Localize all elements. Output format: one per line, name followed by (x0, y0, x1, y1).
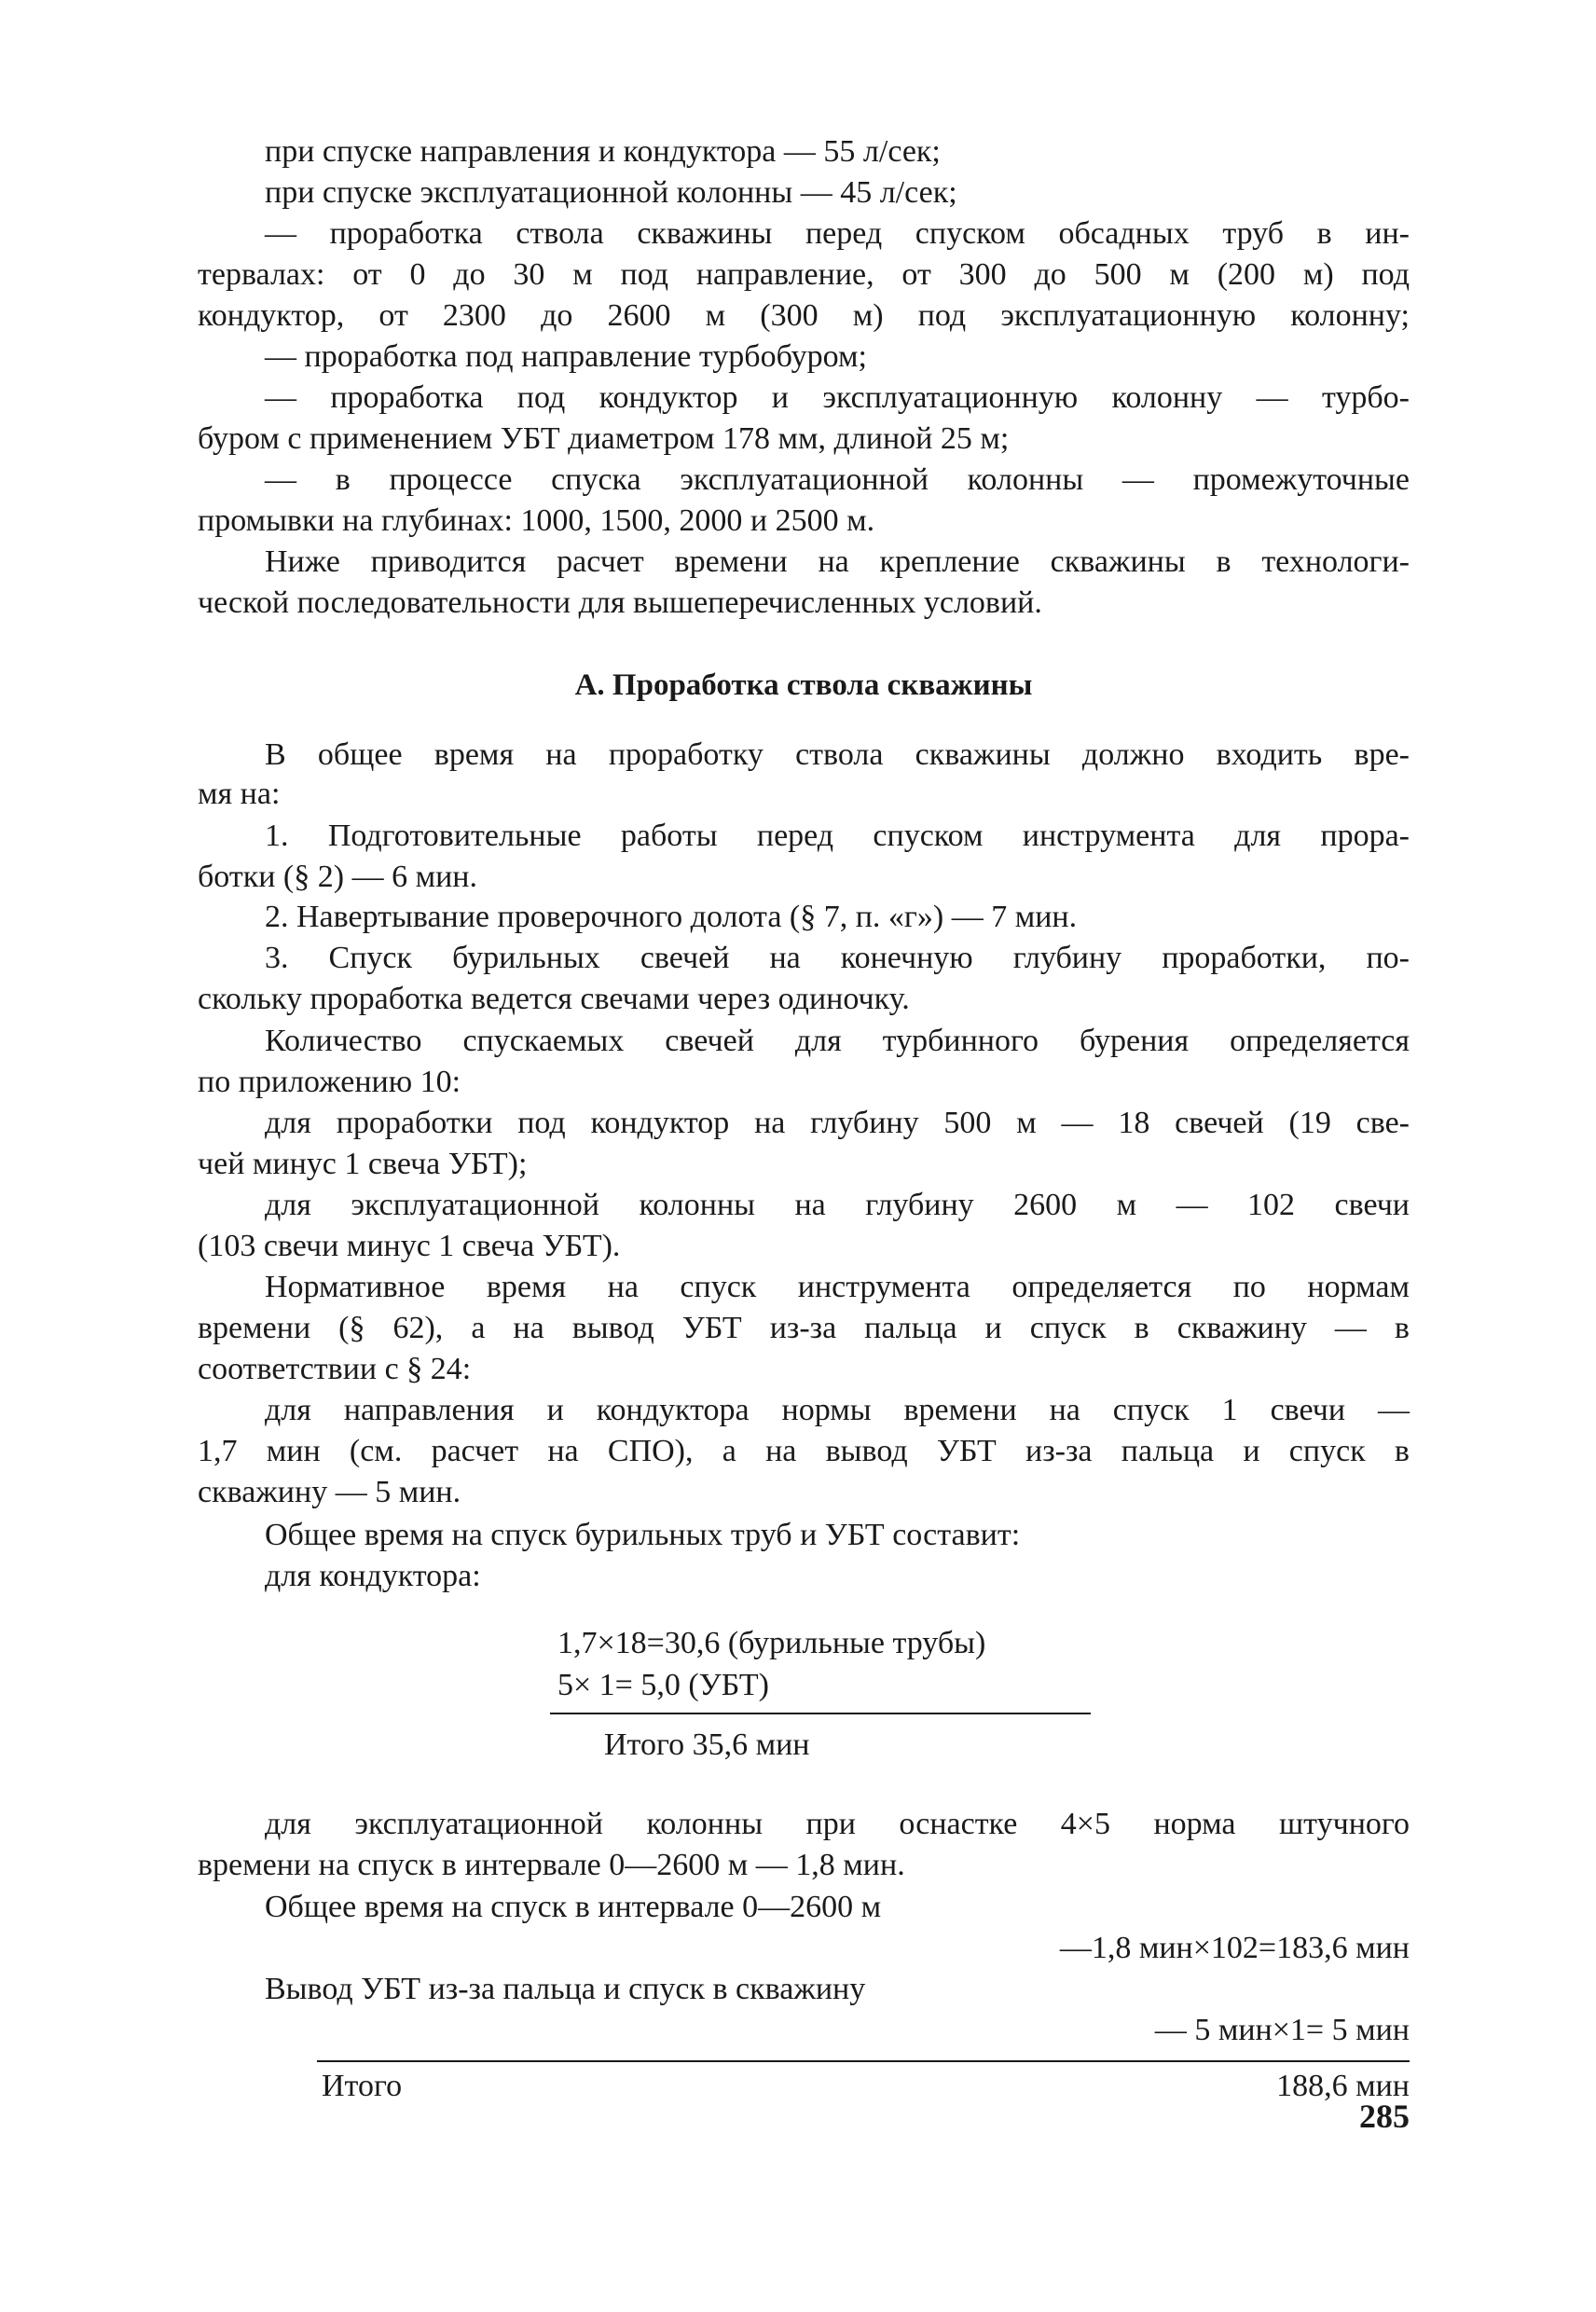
text-line: Общее время на спуск бурильных труб и УБТ составит: (265, 1518, 1021, 1552)
total-label: Итого (322, 2069, 403, 2103)
text-line: соответствии с § 24: (198, 1352, 472, 1386)
text-line: для кондуктора: (265, 1559, 481, 1593)
text-line: чей минус 1 свеча УБТ); (198, 1147, 528, 1181)
text-line: тервалах: от 0 до 30 м под направление, от 300 до 500 м (200 м) под (198, 257, 1410, 292)
text-line: ботки (§ 2) — 6 мин. (198, 860, 477, 894)
text-line: — в процессе спуска эксплуатационной колонны — промежуточные (265, 462, 1410, 497)
text-line: времени (§ 62), а на вывод УБТ из-за пальца и спуск в скважину — в (198, 1311, 1410, 1345)
text-line: Общее время на спуск в интервале 0—2600 м (265, 1890, 882, 1924)
text-line: по приложению 10: (198, 1065, 461, 1099)
text-line: при спуске направления и кондуктора — 55 л/сек; (265, 134, 941, 169)
text-line: ческой последовательности для вышеперечисленных условий. (198, 585, 1042, 620)
total-divider (317, 2060, 1410, 2062)
text-line: для направления и кондуктора нормы времени на спуск 1 свечи — (265, 1393, 1410, 1427)
text-line: — проработка под кондуктор и эксплуатационную колонну — турбо- (265, 380, 1410, 415)
text-line: Ниже приводится расчет времени на крепление скважины в технологи- (265, 544, 1410, 579)
calc-row: 5× 1= 5,0 (УБТ) (557, 1668, 769, 1702)
text-line: 1,7 мин (см. расчет на СПО), а на вывод УБТ из-за пальца и спуск в (198, 1434, 1410, 1468)
text-line: для эксплуатационной колонны при оснастке 4×5 норма штучного (265, 1807, 1410, 1841)
text-line: Нормативное время на спуск инструмента определяется по нормам (265, 1270, 1410, 1304)
text-line: промывки на глубинах: 1000, 1500, 2000 и 2500 м. (198, 503, 875, 538)
text-line: кондуктор, от 2300 до 2600 м (300 м) под эксплуатационную колонну; (198, 298, 1410, 333)
calc-result: —1,8 мин×102=183,6 мин (1059, 1931, 1410, 1965)
text-line: (103 свечи минус 1 свеча УБТ). (198, 1229, 621, 1263)
text-line: при спуске эксплуатационной колонны — 45 л/сек; (265, 175, 957, 210)
text-line: Вывод УБТ из-за пальца и спуск в скважину (265, 1972, 866, 2006)
text-line: скольку проработка ведется свечами через одиночку. (198, 982, 910, 1016)
text-line: 3. Спуск бурильных свечей на конечную глубину проработки, по- (265, 941, 1410, 975)
section-heading: А. Проработка ствола скважины (574, 668, 1033, 702)
calc-row: 1,7×18=30,6 (бурильные трубы) (557, 1626, 986, 1660)
text-line: — проработка ствола скважины перед спуском обсадных труб в ин- (265, 216, 1410, 251)
text-line: 1. Подготовительные работы перед спуском инструмента для прора- (265, 819, 1410, 853)
text-line: скважину — 5 мин. (198, 1475, 461, 1509)
page-number: 285 (1359, 2098, 1410, 2135)
text-line: для проработки под кондуктор на глубину 500 м — 18 свечей (19 све- (265, 1106, 1410, 1140)
text-line: для эксплуатационной колонны на глубину 2600 м — 102 свечи (265, 1188, 1410, 1222)
text-line: времени на спуск в интервале 0—2600 м — 1,8 мин. (198, 1848, 905, 1882)
calc-total: Итого 35,6 мин (604, 1727, 810, 1762)
text-line: Количество спускаемых свечей для турбинного бурения определяется (265, 1024, 1410, 1058)
calc-result: — 5 мин×1= 5 мин (1154, 2013, 1410, 2047)
text-line: В общее время на проработку ствола скважины должно входить вре- (265, 737, 1410, 772)
text-line: 2. Навертывание проверочного долота (§ 7, п. «г») — 7 мин. (265, 900, 1078, 934)
total-value: 188,6 мин (1276, 2069, 1410, 2103)
text-line: — проработка под направление турбобуром; (265, 339, 867, 374)
text-line: мя на: (198, 777, 281, 811)
calc-divider (550, 1713, 1091, 1714)
text-line: буром с применением УБТ диаметром 178 мм, длиной 25 м; (198, 421, 1010, 456)
